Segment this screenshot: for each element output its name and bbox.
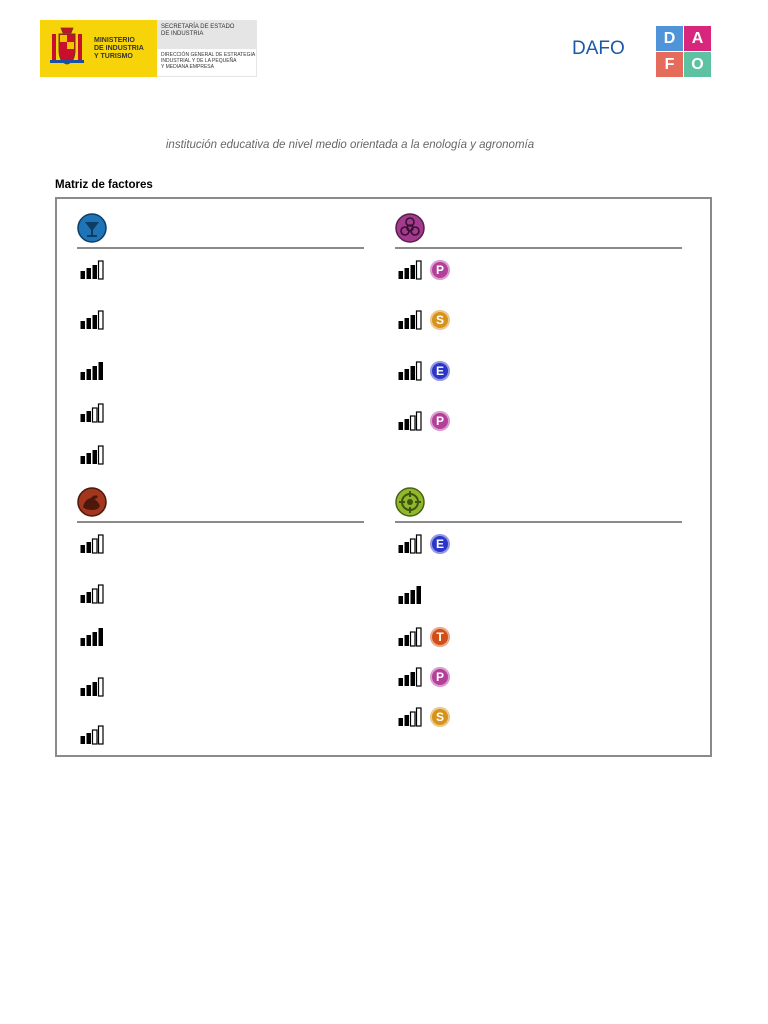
signal-bar [81,456,86,464]
signal-bar [93,589,98,603]
factor-row [398,411,450,431]
signal-bar [87,318,92,329]
signal-strength-icon [80,445,106,465]
factor-row [80,310,106,330]
signal-bar [99,261,104,279]
quadrant-header [77,213,364,249]
biohazard-icon [395,213,425,243]
signal-bar [405,268,410,279]
signal-bar [81,688,86,696]
direction-block [157,49,256,70]
badge-letter: E [435,364,444,378]
badge-letter: S [435,710,444,724]
signal-bar [99,404,104,422]
factor-category-badge [430,260,450,280]
coat-of-arms-icon [50,26,84,70]
quadrant-threats [395,213,682,428]
factor-row [398,534,450,554]
factor-category-badge [430,534,450,554]
factor-row [398,585,424,605]
signal-bar [405,419,410,430]
ministry-line: MINISTERIO [94,37,135,44]
signal-bar [99,726,104,744]
signal-bar [417,708,422,726]
signal-bar [399,422,404,430]
dafo-logo [656,26,711,78]
signal-bar [411,712,416,726]
signal-bar [399,271,404,279]
signal-bar [87,592,92,603]
page-title: DAFO [572,38,625,59]
quadrant-opportunities [395,487,682,724]
quadrant-header [395,487,682,523]
factor-category-badge [430,707,450,727]
signal-bar [93,539,98,553]
factor-category-badge [430,310,450,330]
signal-strength-icon [398,707,424,727]
factor-row [80,403,106,423]
factor-category-badge [430,411,450,431]
signal-bar [81,736,86,744]
signal-bar [417,261,422,279]
signal-bar [81,638,86,646]
direction-line: INDUSTRIAL Y DE LA PEQUEÑA [161,58,237,64]
signal-bar [93,265,98,279]
signal-bar [99,585,104,603]
factor-row [80,534,106,554]
signal-strength-icon [398,310,424,330]
factor-row [398,361,450,381]
signal-bar [411,416,416,430]
signal-strength-icon [398,260,424,280]
signal-bar [405,635,410,646]
ministry-logo-yellow-panel [40,20,157,77]
factor-row [398,260,450,280]
signal-bar [399,678,404,686]
signal-bar [417,362,422,380]
signal-bar [411,632,416,646]
badge-letter: T [436,630,444,644]
factor-category-badge [430,627,450,647]
goblet-icon [77,213,107,243]
signal-bar [99,678,104,696]
signal-bar [93,450,98,464]
document-subtitle: institución educativa de nivel medio orientada a la enología y agronomía [165,139,535,151]
signal-bar [87,542,92,553]
factor-row [80,260,106,280]
signal-bar [87,685,92,696]
signal-bar [417,535,422,553]
badge-letter: P [435,670,444,684]
signal-bar [81,414,86,422]
signal-bar [81,595,86,603]
signal-bar [405,675,410,686]
dafo-logo-letter: A [684,26,711,51]
signal-strength-icon [80,725,106,745]
ministry-line: DE INDUSTRIA [94,45,144,52]
signal-bar [93,366,98,380]
secretary-line: SECRETARÍA DE ESTADO [161,24,235,30]
signal-bar [87,411,92,422]
signal-strength-icon [80,403,106,423]
dafo-logo-letter: D [656,26,683,51]
signal-bar [81,545,86,553]
signal-strength-icon [398,667,424,687]
signal-strength-icon [398,534,424,554]
signal-bar [99,311,104,329]
factor-category-badge [430,361,450,381]
signal-bar [99,535,104,553]
signal-bar [87,268,92,279]
signal-bar [417,412,422,430]
factor-matrix [55,197,712,757]
quadrant-weaknesses [77,213,364,249]
section-heading: Matriz de factores [55,179,153,191]
quadrant-strengths [77,487,364,523]
signal-bar [417,668,422,686]
signal-bar [87,733,92,744]
quadrant-header [395,213,682,249]
target-icon [395,487,425,517]
signal-strength-icon [398,627,424,647]
signal-bar [99,628,104,646]
signal-bar [99,446,104,464]
ministry-logo [40,20,257,77]
factor-category-badge [430,667,450,687]
dafo-logo-letter: F [656,52,683,77]
factor-row [398,707,450,727]
factor-row [80,627,106,647]
signal-bar [399,638,404,646]
secretary-block [157,21,256,49]
signal-bar [405,593,410,604]
signal-bar [405,369,410,380]
signal-bar [87,453,92,464]
signal-bar [417,628,422,646]
signal-bar [99,362,104,380]
signal-bar [405,318,410,329]
signal-bar [81,372,86,380]
direction-line: Y MEDIANA EMPRESA [161,64,214,70]
factor-row [398,667,450,687]
ministry-logo-text-panel [157,20,257,77]
ministry-line: Y TURISMO [94,53,133,60]
factor-row [80,445,106,465]
signal-bar [93,632,98,646]
signal-bar [411,590,416,604]
signal-bar [411,265,416,279]
signal-bar [93,315,98,329]
signal-bar [93,682,98,696]
signal-strength-icon [80,534,106,554]
signal-strength-icon [398,585,424,605]
signal-strength-icon [80,260,106,280]
flexed-arm-icon [77,487,107,517]
signal-bar [87,369,92,380]
factor-row [398,310,450,330]
ministry-name [94,37,144,61]
signal-strength-icon [80,584,106,604]
signal-strength-icon [80,677,106,697]
signal-strength-icon [80,627,106,647]
signal-strength-icon [80,361,106,381]
signal-bar [87,635,92,646]
signal-bar [405,542,410,553]
factor-row [80,584,106,604]
signal-strength-icon [80,310,106,330]
signal-bar [417,311,422,329]
badge-letter: E [435,537,444,551]
signal-bar [411,315,416,329]
signal-bar [93,408,98,422]
signal-bar [411,672,416,686]
factor-row [80,677,106,697]
signal-bar [399,718,404,726]
signal-bar [93,730,98,744]
signal-strength-icon [398,361,424,381]
signal-bar [399,372,404,380]
badge-letter: P [435,263,444,277]
signal-bar [411,366,416,380]
badge-letter: P [435,414,444,428]
signal-bar [399,321,404,329]
signal-bar [405,715,410,726]
dafo-logo-letter: O [684,52,711,77]
signal-bar [399,596,404,604]
signal-bar [81,271,86,279]
factor-row [398,627,450,647]
factor-row [80,725,106,745]
signal-bar [417,586,422,604]
signal-bar [81,321,86,329]
secretary-line: DE INDUSTRIA [161,31,204,37]
direction-line: DIRECCIÓN GENERAL DE ESTRATEGIA [161,52,256,58]
signal-strength-icon [398,411,424,431]
factor-row [80,361,106,381]
badge-letter: S [435,313,444,327]
signal-bar [411,539,416,553]
signal-bar [399,545,404,553]
quadrant-header [77,487,364,523]
